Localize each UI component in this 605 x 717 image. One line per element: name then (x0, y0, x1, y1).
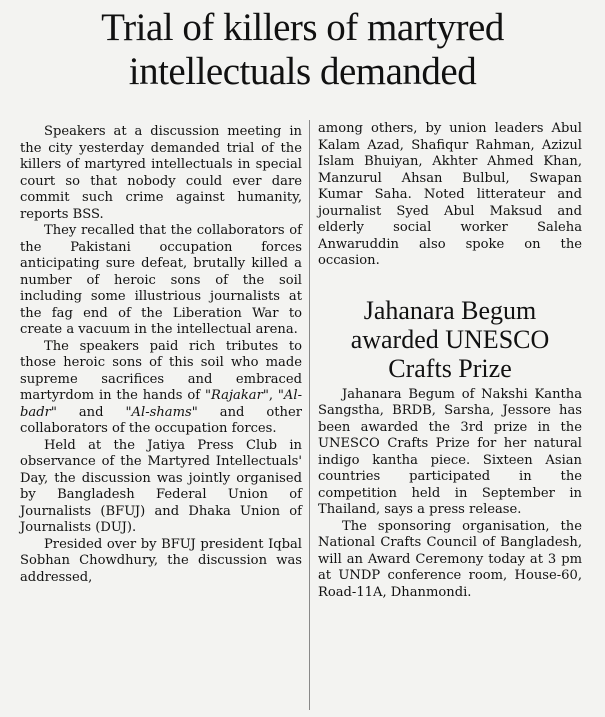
headline-line-1: Trial of killers of martyred (101, 6, 504, 49)
sub-headline-line-2: awarded UNESCO (350, 324, 550, 354)
column-divider (309, 120, 310, 710)
left-column (20, 124, 302, 586)
headline (0, 6, 605, 94)
headline-line-2: intellectuals demanded (128, 50, 477, 93)
italic-albadr: "Al-badr" (20, 388, 302, 420)
paragraph: Jahanara Begum of Nakshi Kantha Sangstha, BRDB, Sarsha, Jessore has been awarded the 3rd prize in the UNESCO Crafts Prize for her natural indigo kantha piece. Sixteen Asian countries participated in the competition held in September in Thailand, says a press release. (318, 386, 582, 517)
paragraph: Held at the Jatiya Press Club in observance of the Martyred Intellectuals' Day, the discussion was jointly organised by Bangladesh Federal Union of Journalists (BFUJ) and Dhaka Union of Journalists (DUJ). (20, 437, 302, 535)
right-column (318, 121, 582, 601)
paragraph-continued: among others, by union leaders Abul Kalam Azad, Shafiqur Rahman, Azizul Islam Bhuiyan, Akhter Ahmed Khan, Manzurul Ahsan Bulbul, Swapan Kumar Saha. Noted litterateur and journalist Syed Abul Maksud and elderly social worker Saleha Anwaruddin also spoke on the occasion. (318, 121, 582, 268)
paragraph: The speakers paid rich tributes to those heroic sons of this soil who made supreme sacrifices and embraced martyrdom in the hands of "Rajakar", "Al-badr" and "Al-shams" and other collaborators of the occupation forces. (20, 338, 302, 436)
paragraph: The sponsoring organisation, the National Crafts Council of Bangladesh, will an Award Ceremony today at 3 pm at UNDP conference room, House-60, Road-11A, Dhanmondi. (318, 518, 582, 600)
paragraph: Presided over by BFUJ president Iqbal Sobhan Chowdhury, the discussion was addressed, (20, 536, 302, 585)
sub-headline-line-1: Jahanara Begum (363, 295, 537, 325)
sub-headline (318, 296, 582, 383)
sub-headline-line-3: Crafts Prize (388, 353, 512, 383)
paragraph: They recalled that the collaborators of the Pakistani occupation forces anticipating sure defeat, brutally killed a number of heroic sons of the soil including some illustrious journalists at the fag end of the Liberation War to create a vacuum in the intellectual arena. (20, 223, 302, 337)
italic-alshams: "Al-shams" (125, 404, 198, 420)
paragraph: Speakers at a discussion meeting in the city yesterday demanded trial of the killers of martyred intellectuals in special court so that nobody could ever dare commit such crime against humanity, reports BSS. (20, 124, 302, 222)
italic-rajakar: "Rajakar" (204, 388, 269, 403)
